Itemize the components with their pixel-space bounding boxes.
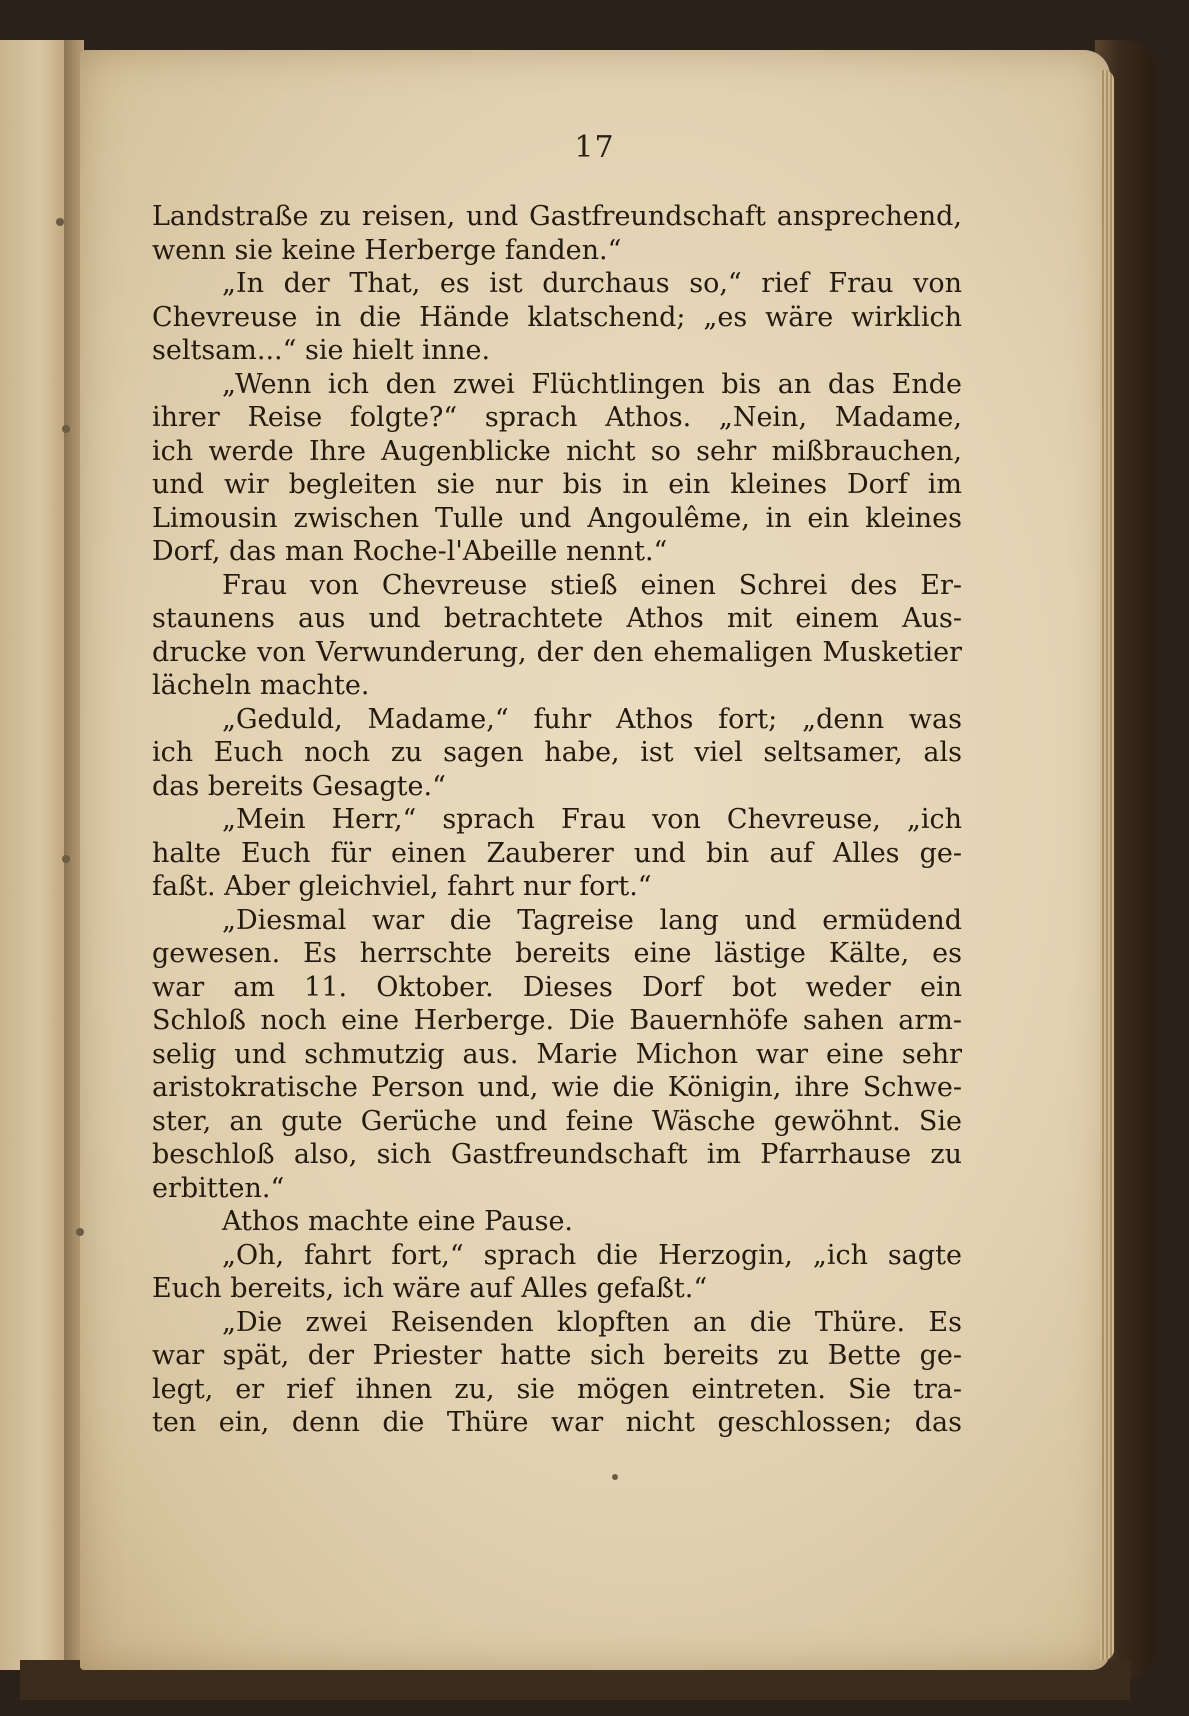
text-line: Dorf, das man Roche-l'Abeille nennt.“: [152, 536, 668, 567]
text-line: beschloß also, sich Gastfreundschaft im Pfarrhause zu: [152, 1139, 962, 1170]
text-line: „Diesmal war die Tagreise lang und ermüdend: [222, 904, 962, 936]
text-line: erbitten.“: [152, 1172, 285, 1204]
text-line: „Oh, fahrt fort,“ sprach die Herzogin, „ich sagte: [222, 1239, 962, 1271]
text-line: ich werde Ihre Augenblicke nicht so sehr mißbrauchen,: [152, 435, 962, 467]
text-line: halte Euch für einen Zauberer und bin auf Alles ge-: [152, 837, 962, 869]
text-line: selig und schmutzig aus. Marie Michon war eine sehr: [152, 1038, 962, 1070]
text-line: faßt. Aber gleichviel, fahrt nur fort.“: [152, 871, 652, 902]
text-line: lächeln machte.: [152, 670, 370, 701]
text-line: das bereits Gesagte.“: [152, 770, 446, 802]
text-line: war am 11. Oktober. Dieses Dorf bot weder ein: [152, 971, 962, 1003]
text-line: gewesen. Es herrschte bereits eine lästige Kälte, es: [152, 938, 962, 969]
text-line: Frau von Chevreuse stieß einen Schrei des Er-: [222, 569, 962, 601]
text-line: „Wenn ich den zwei Flüchtlingen bis an das Ende: [222, 368, 962, 400]
text-line: Athos machte eine Pause.: [222, 1206, 573, 1237]
page-edges: [1100, 70, 1114, 1660]
text-line: drucke von Verwunderung, der den ehemaligen Musketier: [152, 636, 962, 668]
text-line: legt, er rief ihnen zu, sie mögen eintreten. Sie tra-: [152, 1373, 962, 1405]
body-text: [152, 200, 962, 1440]
text-line: Euch bereits, ich wäre auf Alles gefaßt.“: [152, 1273, 708, 1304]
text-line: aristokratische Person und, wie die Königin, ihre Schwe-: [152, 1072, 962, 1103]
left-page-margin: [0, 40, 68, 1670]
bleed-through-mark: [62, 855, 70, 863]
text-line: „Mein Herr,“ sprach Frau von Chevreuse, „ich: [222, 804, 962, 835]
text-line: ster, an gute Gerüche und feine Wäsche gewöhnt. Sie: [152, 1105, 962, 1137]
bleed-through-mark: [76, 1228, 84, 1236]
text-line: Landstraße zu reisen, und Gastfreundschaft ansprechend,: [152, 201, 962, 232]
text-line: ich Euch noch zu sagen habe, ist viel seltsamer, als: [152, 737, 962, 768]
text-line: war spät, der Priester hatte sich bereits zu Bette ge-: [152, 1340, 962, 1371]
text-line: Limousin zwischen Tulle und Angoulême, in ein kleines: [152, 502, 962, 534]
text-line: ihrer Reise folgte?“ sprach Athos. „Nein, Madame,: [152, 402, 962, 433]
text-line: „Die zwei Reisenden klopften an die Thüre. Es: [222, 1306, 962, 1338]
text-line: staunens aus und betrachtete Athos mit einem Aus-: [152, 603, 962, 634]
bleed-through-mark: [56, 218, 64, 226]
text-line: Schloß noch eine Herberge. Die Bauernhöfe sahen arm-: [152, 1005, 962, 1036]
text-line: „Geduld, Madame,“ fuhr Athos fort; „denn was: [222, 703, 962, 735]
page-number: 17: [574, 130, 615, 165]
text-line: Chevreuse in die Hände klatschend; „es wäre wirklich: [152, 301, 962, 333]
text-line: und wir begleiten sie nur bis in ein kleines Dorf im: [152, 469, 962, 500]
text-line: ten ein, denn die Thüre war nicht geschlossen; das: [152, 1407, 962, 1438]
ink-spot: [612, 1474, 618, 1480]
text-line: „In der That, es ist durchaus so,“ rief Frau von: [222, 268, 962, 299]
text-line: seltsam...“ sie hielt inne.: [152, 335, 491, 366]
text-line: wenn sie keine Herberge fanden.“: [152, 234, 622, 266]
bleed-through-mark: [62, 425, 70, 433]
